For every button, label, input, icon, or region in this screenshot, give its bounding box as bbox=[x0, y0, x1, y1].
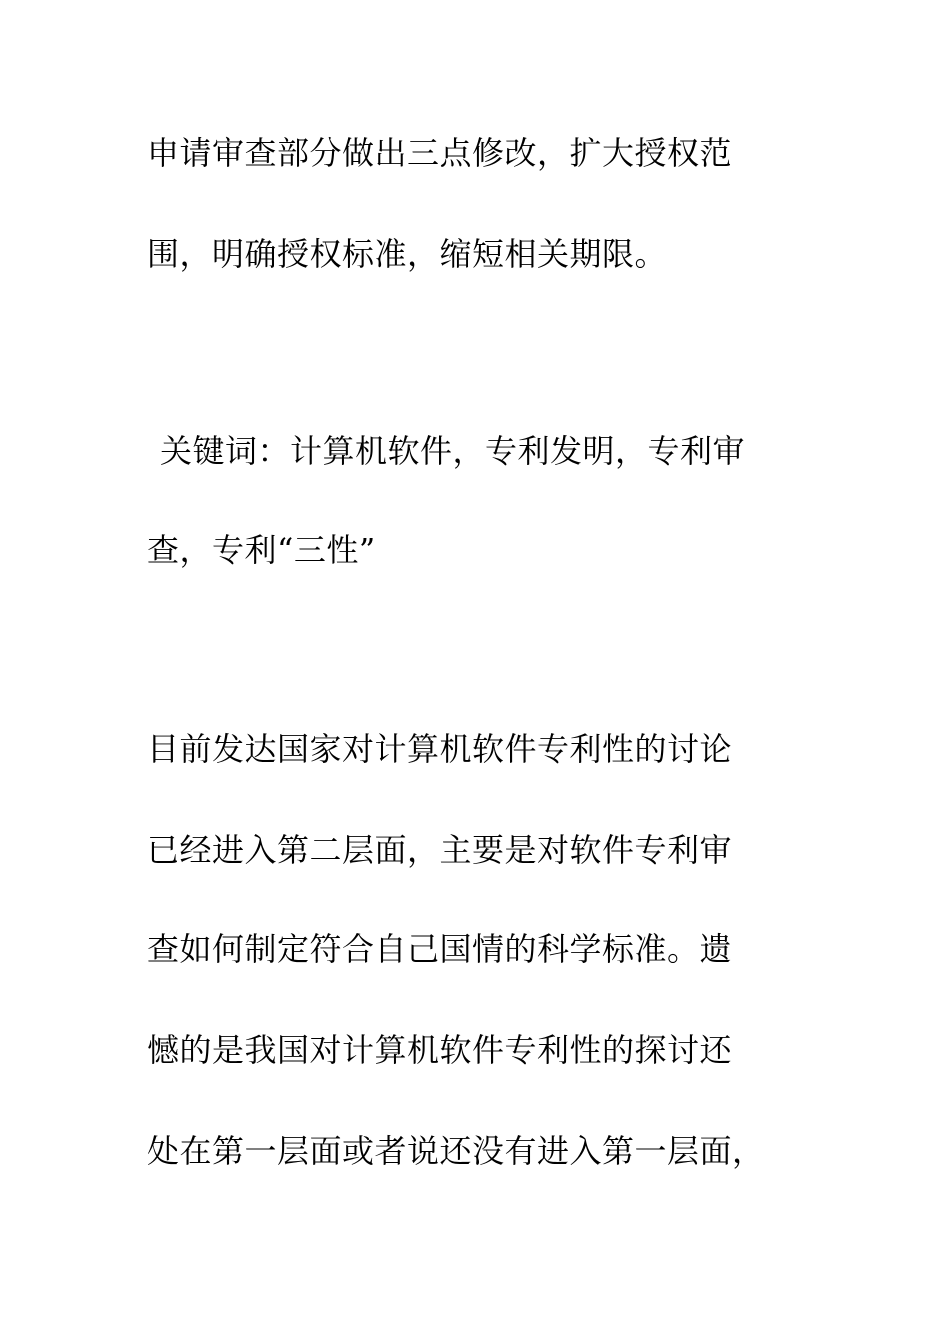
paragraph-2-line-2: 已经进入第二层面，主要是对软件专利审 bbox=[147, 831, 733, 869]
paragraph-2-line-3: 查如何制定符合自己国情的科学标准。遗 bbox=[147, 930, 733, 968]
paragraph-1-line-1: 申请审查部分做出三点修改，扩大授权范 bbox=[147, 134, 733, 172]
keywords-line-1: 关键词：计算机软件，专利发明，专利审 bbox=[160, 432, 746, 470]
paragraph-2-line-5: 处在第一层面或者说还没有进入第一层面， bbox=[147, 1132, 765, 1170]
keywords-line-2: 查，专利“三性” bbox=[147, 531, 376, 569]
paragraph-1-line-2: 围，明确授权标准，缩短相关期限。 bbox=[147, 235, 668, 273]
paragraph-2-line-1: 目前发达国家对计算机软件专利性的讨论 bbox=[147, 730, 733, 768]
paragraph-2-line-4: 憾的是我国对计算机软件专利性的探讨还 bbox=[147, 1031, 733, 1069]
